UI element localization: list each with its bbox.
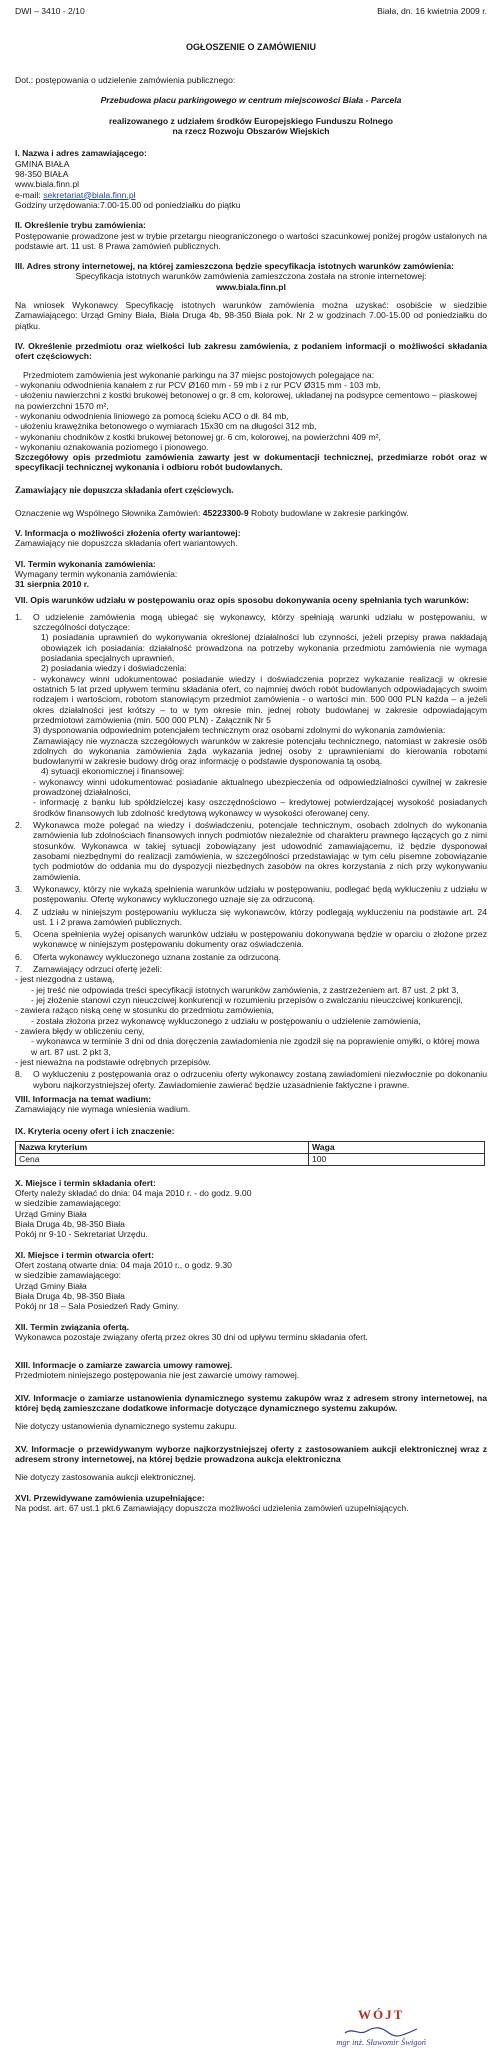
project-name: Przebudowa placu parkingowego w centrum miejscowości Biała - Parcela (100, 95, 402, 106)
submission-address: Biała Druga 4b, 98-350 Biała (15, 1219, 125, 1230)
condition-1-c: - wykonawcy winni udokumentować posiadanie wiedzy i doświadczenia poprzez wykazanie realizacji w okresie ostatnich 5 lat przed upływem terminu składania ofert, co najmniej dwóch robót budowlanych odpowiadających swoim rodzajem i wartościom, robotom stanowiącym przedmiot zamówienia - o wartości min. 500 000 PLN każda – a jeżeli okres działalności jest krótszy – to w tym okresie min. jednej roboty budowlanej w zakresie odpowiadającym przedmiotowi zamówienia (min. 500 000 PLN) - Załącznik Nr 5 (33, 673, 487, 725)
place-and-date: Biała, dn. 16 kwietnia 2009 r. (377, 6, 487, 16)
section-2-heading: II. Określenie trybu zamówienia: (15, 220, 146, 231)
section-15-text: Nie dotyczy zastosowania aukcji elektronicznej. (15, 1472, 196, 1483)
funding-line-2: na rzecz Rozwoju Obszarów Wiejskich (172, 126, 330, 137)
section-13-text: Przedmiotem niniejszego postępowania nie jest zawarcie umowy ramowej. (15, 1370, 300, 1381)
opening-place-label: w siedzibie zamawiającego: (15, 1270, 122, 1281)
rejection-list (15, 974, 487, 1067)
section-11-heading: XI. Miejsce i termin otwarcia ofert: (15, 1249, 154, 1260)
email-label: e-mail: (15, 189, 44, 200)
section-6-text: Wymagany termin wykonania zamówienia: (15, 568, 178, 579)
no-partial-offers: Zamawiający nie dopuszcza składania ofert częściowych. (15, 484, 234, 495)
submission-room: Pokój nr 9-10 - Sekretariat Urzędu. (15, 1229, 148, 1240)
section-16-heading: XVI. Przewidywane zamówienia uzupełniające: (15, 1492, 205, 1503)
signature-stamp (336, 2007, 426, 2047)
section-5-text: Zamawiający nie dopuszcza składania ofert wariantowych. (15, 538, 238, 549)
cpv-code: 45223300-9 (202, 507, 249, 518)
section-16-text: Na podst. art. 67 ust.1 pkt.6 Zamawiający dopuszcza możliwości udzielenia zamówień uzupełniających. (15, 1502, 409, 1513)
section-12-text: Wykonawca pozostaje związany ofertą przez okres 30 dni od upływu terminu składania ofert. (15, 1331, 368, 1342)
submission-office: Urząd Gminy Biała (15, 1208, 87, 1219)
criteria-column-name: Nazwa kryterium (16, 1141, 309, 1153)
contracting-authority-postcode: 98-350 BIAŁA (15, 168, 69, 179)
contracting-authority-name: GMINA BIAŁA (15, 158, 70, 169)
section-2-text: Postępowanie prowadzone jest w trybie przetargu nieograniczonego o wartości szacunkowej poniżej progów ustalonych na podstawie art. 11 ust. 8 Prawa zamówień publicznych. (15, 230, 487, 251)
condition-1-d: 3) dysponowania odpowiednim potencjałem technicznym oraz osobami zdolnymi do wykonania zamówienia: (33, 725, 446, 736)
section-8-heading: VIII. Informacja na temat wadium: (15, 1093, 152, 1104)
signature-scribble-icon (341, 2025, 421, 2037)
section-8-text: Zamawiający nie wymaga wniesienia wadium. (15, 1104, 191, 1115)
opening-room: Pokój nr 18 – Sala Posiedzeń Rady Gminy. (15, 1301, 180, 1312)
rejection-item: - wykonawca w terminie 3 dni od dnia doręczenia zawiadomienia nie zgodził się na poprawienie omyłki, o której mowa w art. 87 ust. 2 pkt 3, (31, 1036, 480, 1057)
condition-1-h: - informację z banku lub spółdzielczej kasy oszczędnościowo – kredytowej potwierdzającej wysokość posiadanych środków finansowych lub zdolność kredytową wykonawcy w wysokości oferowanej ceny. (33, 797, 487, 818)
rejection-item: - została złożona przez wykonawcę wykluczonego z udziału w postępowaniu o udzielenie zamówienia, (31, 1015, 421, 1026)
intro-subject: Dot.: postępowania o udzielenie zamówienia publicznego: (15, 75, 236, 86)
section-13-heading: XIII. Informacje o zamiarze zawarcia umowy ramowej. (15, 1360, 233, 1371)
condition-6: 6. Oferta wykonawcy wykluczonego uznana zostanie za odrzuconą. (15, 951, 281, 962)
section-9-heading: IX. Kryteria oceny ofert i ich znaczenie: (15, 1126, 175, 1137)
condition-1-a: 1) posiadania uprawnień do wykonywania określonej działalności lub czynności, jeżeli przepisy prawa nakładają obowiązek ich posiadania: działalność prowadzona na potrzeby wykonania przedmiotu zamówienia nie wymaga posiadania specjalnych uprawnień, (41, 632, 487, 664)
scope-item: - wykonaniu odwodnienia kanałem z rur PCV Ø160 mm - 59 mb i z rur PCV Ø315 mm - 103 mb, (15, 379, 381, 390)
section-10-heading: X. Miejsce i termin składania ofert: (15, 1177, 156, 1188)
signatory-name: mgr inż. Sławomir Świgoń (336, 2036, 426, 2047)
section-7-heading: VII. Opis warunków udziału w postępowaniu oraz opis sposobu dokonywania oceny spełniania tych warunków: (15, 595, 470, 606)
opening-address: Biała Druga 4b, 98-350 Biała (15, 1290, 125, 1301)
scope-item: - ułożeniu krawężnika betonowego o wymiarach 15x30 cm na długości 312 mb, (15, 421, 317, 432)
criteria-column-weight: Waga (309, 1141, 485, 1153)
condition-1-e: Zamawiający nie wyznacza szczegółowych warunków w zakresie potencjału technicznego, natomiast w zakresie osób zdolnych do wykonania zamówienia żąda wykazania jednej osoby z uprawnieniami do kierowania robotami budowlanymi w zakresie budowy dróg oraz informację o podstawie dysponowania tą osobą. (33, 735, 487, 767)
criteria-table (15, 1141, 485, 1166)
rejection-item: - zawiera błędy w obliczeniu ceny, (15, 1025, 145, 1036)
condition-1-f: 4) sytuacji ekonomicznej i finansowej: (41, 766, 185, 777)
cpv-description: Roboty budowlane w zakresie parkingów. (248, 507, 409, 518)
criterion-weight: 100 (309, 1153, 485, 1165)
section-14-text: Nie dotyczy ustanowienia dynamicznego systemu zakupu. (15, 1421, 237, 1432)
contracting-authority-website: www.biala.finn.pl (15, 179, 80, 190)
section-3-heading: III. Adres strony internetowej, na której zamieszczona będzie specyfikacja istotnych warunków zamówienia: (15, 261, 455, 272)
rejection-item: - jej treść nie odpowiada treści specyfikacji istotnych warunków zamówienia, z zastrzeżeniem art. 87 ust. 2 pkt 3, (31, 984, 459, 995)
condition-1-b: 2) posiadania wiedzy i doświadczenia: (41, 663, 187, 674)
section-6-heading: VI. Termin wykonania zamówienia: (15, 558, 156, 569)
cpv-line (15, 508, 487, 518)
email-link[interactable]: sekretariat@biala.finn.pl (43, 189, 136, 200)
section-3-url: www.biala.finn.pl (216, 281, 286, 292)
scope-item: - ułożeniu nawierzchni z kostki brukowej betonowej o gr. 8 cm, kolorowej, układanej na podsypce cementowo – piaskowej na powierzchni 1570 m², (15, 390, 477, 411)
section-1-heading: I. Nazwa i adres zamawiającego: (15, 148, 147, 159)
condition-4: 4. Z udziału w niniejszym postępowaniu wyklucza się wykonawców, którzy podlegają wykluczeniu na podstawie art. 24 ust. 1 i 2 prawa zamówień publicznych. (15, 906, 487, 927)
table-row (16, 1153, 485, 1165)
opening-office: Urząd Gminy Biała (15, 1280, 87, 1291)
funding-line-1: realizowanego z udziałem środków Europejskiego Funduszu Rolnego (108, 115, 394, 126)
rejection-item: - jest niezgodna z ustawą, (15, 974, 115, 985)
completion-date: 31 sierpnia 2010 r. (15, 579, 90, 590)
reference-number: DWI – 3410 - 2/10 (15, 6, 85, 16)
section-4-detail: Szczegółowy opis przedmiotu zamówienia zawarty jest w dokumentacji technicznej, przedmiarze robót oraz w specyfikacji technicznej wykonania i odbioru robót budowlanych. (15, 452, 487, 473)
condition-5: 5. Ocena spełnienia wyżej opisanych warunków udziału w postępowaniu dokonywana będzie w oparciu o złożone przez wykonawcę w niniejszym postępowaniu dokumenty oraz oświadczenia. (15, 929, 487, 950)
condition-8: 8. O wykluczeniu z postępowania oraz o odrzuceniu oferty wykonawcy zostaną zawiadomieni niezwłocznie po dokonaniu wyboru najkorzystniejszej oferty. Zawiadomienie zawierać będzie uzasadnienie faktyczne i prawne. (15, 1069, 487, 1090)
rejection-item: - zawiera rażąco niską cenę w stosunku do przedmiotu zamówienia, (15, 1005, 274, 1016)
section-3-text: Na wniosek Wykonawcy Specyfikację istotnych warunków zamówienia można uzyskać: osobiście w siedzibie Zamawiającego: Urząd Gminy Biała, Biała Druga 4b, 98-350 Biała pok. Nr 2 w godzinach 7.00-15.00 od poniedziałku do piątku. (15, 300, 487, 331)
section-5-heading: V. Informacja o możliwości złożenia oferty wariantowej: (15, 527, 241, 538)
section-12-heading: XII. Termin związania ofertą. (15, 1321, 129, 1332)
rejection-item: - jej złożenie stanowi czyn nieuczciwej konkurencji w rozumieniu przepisów o zwalczaniu nieuczciwej konkurencji, (31, 995, 463, 1006)
cpv-label: Oznaczenie wg Wspólnego Słownika Zamówień: (15, 507, 203, 518)
section-3-line: Specyfikacja istotnych warunków zamówienia zamieszczona została na stronie internetowej: (75, 271, 427, 282)
condition-2: 2. Wykonawca może polegać na wiedzy i doświadczeniu, potencjale technicznym, osobach zdolnych do wykonania zamówienia lub zdolnościach finansowych innych podmiotów niezależnie od charakteru prawnego łączących go z nimi stosunków. Wykonawca w takiej sytuacji zobowiązany jest udowodnić zamawiającemu, iż będzie dysponował zasobami niezbędnymi do realizacji zamówienia, w szczególności przedstawiając w tym celu pisemne zobowiązanie tych podmiotów do oddania mu do dyspozycji niezbędnych zasobów na okres korzystania z nich przy wykonywaniu zamówienia. (15, 820, 487, 882)
scope-list (15, 380, 487, 452)
rejection-lead: Zamawiający odrzuci ofertę jeżeli: (33, 964, 162, 975)
condition-1: 1. O udzielenie zamówienia mogą ubiegać się wykonawcy, którzy spełniają warunki udziału w postępowaniu, w szczególności dotyczące: 1) posiadania uprawnień do wykonywania określonej działalności lub czynności, jeżeli przepisy prawa nakładają obowiązek ich posiadania: działalność prowadzona na potrzeby wykonania przedmiotu zamówienia nie wymaga posiadania specjalnych uprawnień, 2) posiadania wiedzy i doświadczenia: - wykonawcy winni udokumentować posiadanie wiedzy i doświadczenia poprzez wykazanie realizacji w okresie ostatnich 5 lat przed upływem terminu składania ofert, co najmniej dwóch robót budowlanych odpowiadających swoim rodzajem i wartościom, robotom stanowiącym przedmiot zamówienia - o wartości min. 500 000 PLN każda – a jeżeli okres działalności jest krótszy – to w tym okresie min. jednej roboty budowlanej w zakresie odpowiadającym przedmiotowi zamówienia (min. 500 000 PLN) - Załącznik Nr 5 3) dysponowania odpowiednim potencjałem technicznym oraz osobami zdolnymi do wykonania zamówienia: Zamawiający nie wyznacza szczegółowych warunków w zakresie potencjału technicznego, natomiast w zakresie osób zdolnych do wykonania zamówienia żąda wykazania jednej osoby z uprawnieniami do kierowania robotami budowlanymi w zakresie budowy dróg oraz informację o podstawie dysponowania tą osobą. 4) sytuacji ekonomicznej i finansowej: - wykonawcy winni udokumentować posiadanie aktualnego ubezpieczenia od odpowiedzialności cywilnej w zakresie prowadzonej działalności, - informację z banku lub spółdzielczej kasy oszczędnościowo – kredytowej potwierdzającej wysokość posiadanych środków finansowych lub zdolność kredytową wykonawcy w wysokości oferowanej ceny. (15, 611, 487, 818)
condition-1-g: - wykonawcy winni udokumentować posiadanie aktualnego ubezpieczenia od odpowiedzialności cywilnej w zakresie prowadzonej działalności, (33, 776, 487, 798)
scope-item: - wykonaniu oznakowania poziomego i pionowego. (15, 441, 209, 452)
stamp-office: WÓJT (357, 2007, 405, 2023)
criteria-table-header (16, 1141, 485, 1153)
scope-item: - wykonaniu chodników z kostki brukowej betonowej gr. 6 cm, kolorowej, na powierzchni 409 m², (15, 431, 381, 442)
office-hours: Godziny urzędowania:7.00-15.00 od poniedziałku do piątku (15, 199, 241, 210)
condition-3: 3. Wykonawcy, którzy nie wykażą spełnienia warunków udziału w postępowaniu, podlegać będą wykluczeniu z udziału w postępowaniu. Ofertę wykonawcy wykluczonego uznaje się za odrzuconą. (15, 883, 487, 905)
document-header (15, 6, 487, 16)
section-15-heading: XV. Informacje o przewidywanym wyborze najkorzystniejszej oferty z zastosowaniem aukcji elektronicznej wraz z adresem strony internetowej, na której będzie prowadzona aukcja elektroniczna (15, 1443, 487, 1465)
submission-place-label: w siedzibie zamawiającego: (15, 1198, 122, 1209)
scope-item: - wykonaniu odwodnienia liniowego za pomocą ścieku ACO o dł. 84 mb, (15, 410, 289, 421)
section-4-lead: Przedmiotem zamówienia jest wykonanie parkingu na 37 miejsc postojowych polegające na: (23, 369, 375, 380)
condition-7: 7. Zamawiający odrzuci ofertę jeżeli: (15, 964, 487, 974)
document-title: OGŁOSZENIE O ZAMÓWIENIU (186, 42, 316, 53)
section-14-heading: XIV. Informacje o zamiarze ustanowienia dynamicznego systemu zakupów wraz z adresem strony internetowej, na której będą zamieszczane dodatkowe informacje dotyczące dynamicznego systemu zakupów. (15, 1392, 487, 1414)
contracting-authority-email (15, 190, 487, 200)
opening-date: Ofert zostaną otwarte dnia: 04 maja 2010 r., o godz. 9.30 (15, 1259, 232, 1270)
section-4-heading: IV. Określenie przedmiotu oraz wielkości lub zakresu zamówienia, z podaniem informacji o możliwości składania ofert częściowych: (15, 341, 487, 362)
condition-1-lead: O udzielenie zamówienia mogą ubiegać się wykonawcy, którzy spełniają warunki udziału w postępowaniu, w szczególności dotyczące: (33, 611, 487, 633)
criterion-name: Cena (16, 1153, 309, 1165)
submission-deadline: Oferty należy składać do dnia: 04 maja 2010 r. - do godz. 9.00 (15, 1188, 252, 1199)
rejection-item: - jest nieważna na podstawie odrębnych przepisów. (15, 1056, 211, 1067)
